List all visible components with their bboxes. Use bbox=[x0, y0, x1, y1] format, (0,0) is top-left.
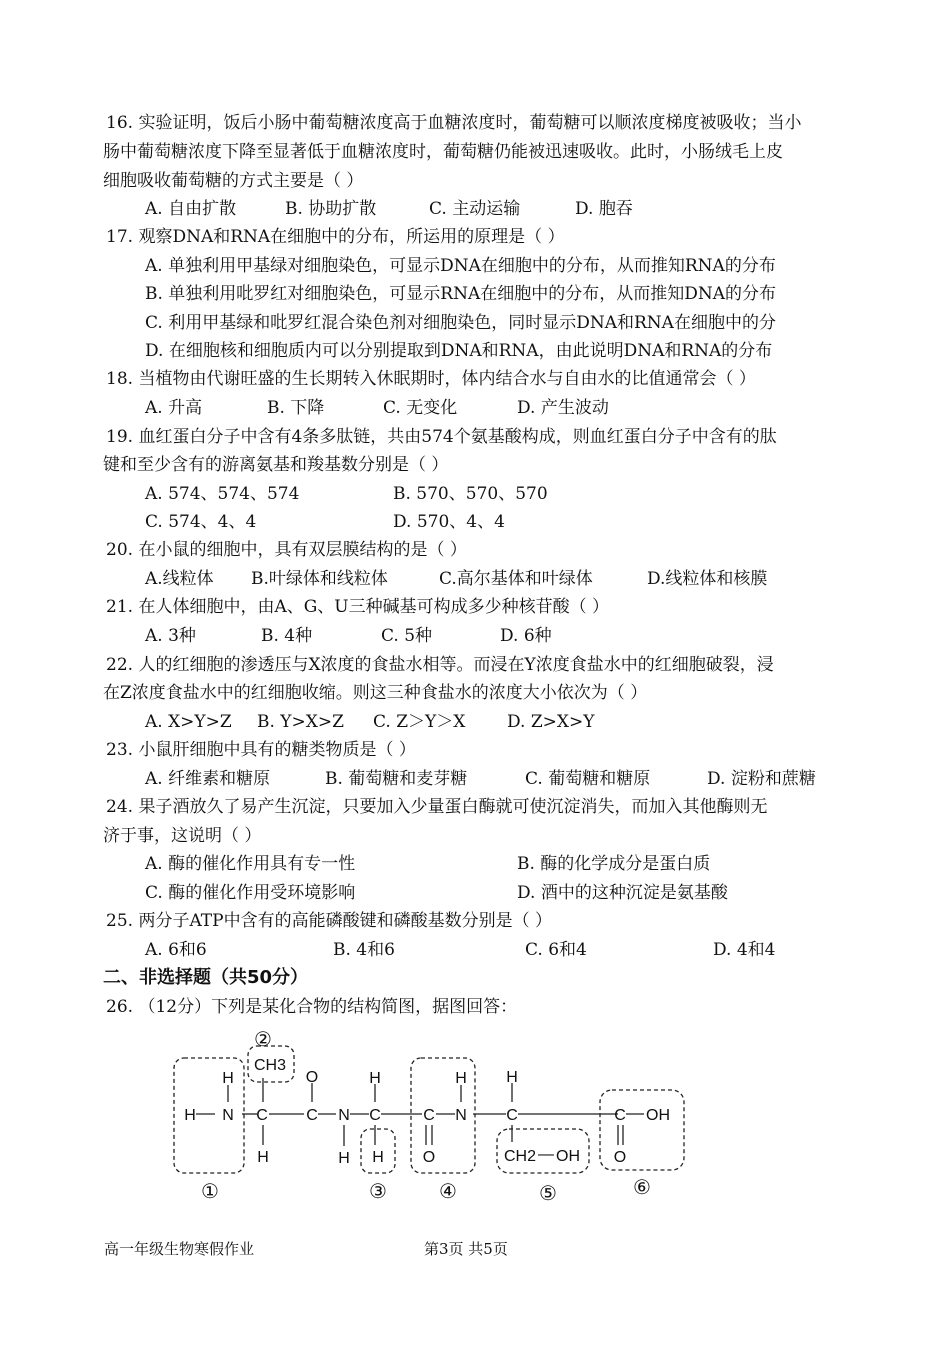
q24-option-a: A. 酶的催化作用具有专一性 bbox=[145, 854, 356, 874]
label-3: ③ bbox=[369, 1181, 387, 1203]
q18-option-b: B. 下降 bbox=[267, 398, 325, 418]
q21-option-a: A. 3种 bbox=[145, 626, 196, 646]
footer-page-number: 第3页 共5页 bbox=[424, 1240, 508, 1258]
q25-option-d: D. 4和4 bbox=[713, 940, 776, 960]
q16-option-d: D. 胞吞 bbox=[575, 199, 633, 219]
q21-option-c: C. 5种 bbox=[381, 626, 433, 646]
atom-h-bottom-1: H bbox=[257, 1149, 269, 1166]
q25-stem: 25. 两分子ATP中含有的高能磷酸键和磷酸基数分别是（ ） bbox=[106, 911, 552, 931]
q25-option-a: A. 6和6 bbox=[145, 940, 207, 960]
atom-o-1: O bbox=[305, 1069, 319, 1086]
atom-h-n-2: H bbox=[338, 1150, 350, 1167]
group-ch2: CH2 bbox=[503, 1148, 537, 1165]
q17-option-a: A. 单独利用甲基绿对细胞染色，可显示DNA在细胞中的分布，从而推知RNA的分布 bbox=[145, 256, 776, 276]
q18-option-c: C. 无变化 bbox=[383, 398, 458, 418]
atom-n-2: N bbox=[338, 1107, 350, 1124]
q21-stem: 21. 在人体细胞中，由A、G、U三种碱基可构成多少种核苷酸（ ） bbox=[106, 597, 610, 617]
atom-n-1: N bbox=[222, 1107, 234, 1124]
q22-option-a: A. X>Y>Z bbox=[145, 712, 232, 732]
atom-h-r-2: H bbox=[372, 1149, 384, 1166]
q19-option-b: B. 570、570、570 bbox=[393, 484, 548, 504]
atom-n-3: N bbox=[455, 1107, 467, 1124]
q16-line-2: 肠中葡萄糖浓度下降至显著低于血糖浓度时，葡萄糖仍能被迅速吸收。此时，小肠绒毛上皮 bbox=[103, 142, 783, 162]
group-dash: — bbox=[538, 1146, 554, 1163]
q24-line-1: 24. 果子酒放久了易产生沉淀，只要加入少量蛋白酶就可使沉淀消失，而加入其他酶则无 bbox=[106, 797, 768, 817]
q20-option-a: A.线粒体 bbox=[145, 569, 214, 589]
q17-option-c: C. 利用甲基绿和吡罗红混合染色剂对细胞染色，同时显示DNA和RNA在细胞中的分 bbox=[145, 313, 776, 333]
label-2: ② bbox=[254, 1029, 272, 1051]
atom-c-alpha-2: C bbox=[369, 1107, 381, 1124]
q24-option-b: B. 酶的化学成分是蛋白质 bbox=[517, 854, 711, 874]
atom-c-alpha-3: C bbox=[506, 1107, 518, 1124]
label-1: ① bbox=[201, 1181, 219, 1203]
label-6: ⑥ bbox=[633, 1177, 651, 1199]
q17-option-b: B. 单独利用吡罗红对细胞染色，可显示RNA在细胞中的分布，从而推知DNA的分布 bbox=[145, 284, 777, 304]
q26-stem: 26. （12分）下列是某化合物的结构简图，据图回答： bbox=[106, 997, 518, 1017]
q23-option-a: A. 纤维素和糖原 bbox=[145, 769, 271, 789]
group-box-6 bbox=[600, 1090, 684, 1170]
q24-option-d: D. 酒中的这种沉淀是氨基酸 bbox=[517, 883, 728, 903]
q24-line-2: 济于事，这说明（ ） bbox=[103, 826, 262, 846]
q25-option-c: C. 6和4 bbox=[525, 940, 587, 960]
q22-option-c: C. Z＞Y＞X bbox=[373, 712, 466, 732]
q20-option-b: B.叶绿体和线粒体 bbox=[251, 569, 388, 589]
q23-option-d: D. 淀粉和蔗糖 bbox=[707, 769, 816, 789]
q17-stem: 17. 观察DNA和RNA在细胞中的分布，所运用的原理是（ ） bbox=[106, 227, 565, 247]
q19-line-1: 19. 血红蛋白分子中含有4条多肽链，共由574个氨基酸构成，则血红蛋白分子中含有的肽 bbox=[106, 427, 777, 447]
label-4: ④ bbox=[439, 1181, 457, 1203]
q17-option-d: D. 在细胞核和细胞质内可以分别提取到DNA和RNA，由此说明DNA和RNA的分布 bbox=[145, 341, 773, 361]
q20-option-d: D.线粒体和核膜 bbox=[647, 569, 768, 589]
label-5: ⑤ bbox=[539, 1183, 557, 1205]
q22-line-2: 在Z浓度食盐水中的红细胞收缩。则这三种食盐水的浓度大小依次为（ ） bbox=[103, 683, 648, 703]
q20-stem: 20. 在小鼠的细胞中，具有双层膜结构的是（ ） bbox=[106, 540, 467, 560]
q18-option-d: D. 产生波动 bbox=[517, 398, 609, 418]
q16-option-b: B. 协助扩散 bbox=[285, 199, 377, 219]
atom-c-carbonyl-2: C bbox=[423, 1107, 435, 1124]
q16-line-3: 细胞吸收葡萄糖的方式主要是（ ） bbox=[103, 171, 364, 191]
atom-h-n-3: H bbox=[455, 1070, 467, 1087]
atom-h-top-3: H bbox=[506, 1069, 518, 1086]
atom-h-top-1: H bbox=[222, 1070, 234, 1087]
atom-oh-carboxyl: OH bbox=[646, 1107, 670, 1124]
atom-o-2: O bbox=[422, 1149, 436, 1166]
section-heading: 二、非选择题（共50分） bbox=[103, 967, 309, 988]
q22-line-1: 22. 人的红细胞的渗透压与X浓度的食盐水相等。而浸在Y浓度食盐水中的红细胞破裂，浸 bbox=[106, 655, 774, 675]
atom-o-carboxyl: O bbox=[613, 1149, 627, 1166]
q16-option-c: C. 主动运输 bbox=[429, 199, 521, 219]
group-oh: OH bbox=[556, 1148, 580, 1165]
atom-h-top-2: H bbox=[369, 1070, 381, 1087]
q18-stem: 18. 当植物由代谢旺盛的生长期转入休眠期时，体内结合水与自由水的比值通常会（ ） bbox=[106, 369, 756, 389]
footer-course-title: 高一年级生物寒假作业 bbox=[104, 1240, 255, 1258]
q22-option-d: D. Z>X>Y bbox=[507, 712, 595, 732]
atom-h-left: H bbox=[184, 1107, 196, 1124]
atom-c-carbonyl-1: C bbox=[306, 1107, 318, 1124]
q24-option-c: C. 酶的催化作用受环境影响 bbox=[145, 883, 356, 903]
q20-option-c: C.高尔基体和叶绿体 bbox=[439, 569, 593, 589]
atom-c-alpha-1: C bbox=[256, 1107, 268, 1124]
atom-c-carboxyl: C bbox=[614, 1107, 626, 1124]
q19-option-c: C. 574、4、4 bbox=[145, 512, 257, 532]
q19-option-a: A. 574、574、574 bbox=[145, 484, 300, 504]
q19-line-2: 键和至少含有的游离氨基和羧基数分别是（ ） bbox=[103, 455, 449, 475]
q18-option-a: A. 升高 bbox=[145, 398, 203, 418]
q23-option-c: C. 葡萄糖和糖原 bbox=[525, 769, 651, 789]
q16-option-a: A. 自由扩散 bbox=[145, 199, 237, 219]
q16-line-1: 16. 实验证明，饭后小肠中葡萄糖浓度高于血糖浓度时，葡萄糖可以顺浓度梯度被吸收；当小 bbox=[106, 113, 802, 133]
group-ch3: CH3 bbox=[253, 1057, 287, 1074]
q21-option-b: B. 4种 bbox=[261, 626, 313, 646]
q25-option-b: B. 4和6 bbox=[333, 940, 395, 960]
compound-structure-diagram bbox=[160, 1028, 700, 1208]
q23-stem: 23. 小鼠肝细胞中具有的糖类物质是（ ） bbox=[106, 740, 416, 760]
q19-option-d: D. 570、4、4 bbox=[393, 512, 505, 532]
q22-option-b: B. Y>X>Z bbox=[257, 712, 344, 732]
q23-option-b: B. 葡萄糖和麦芽糖 bbox=[325, 769, 468, 789]
q21-option-d: D. 6种 bbox=[500, 626, 552, 646]
